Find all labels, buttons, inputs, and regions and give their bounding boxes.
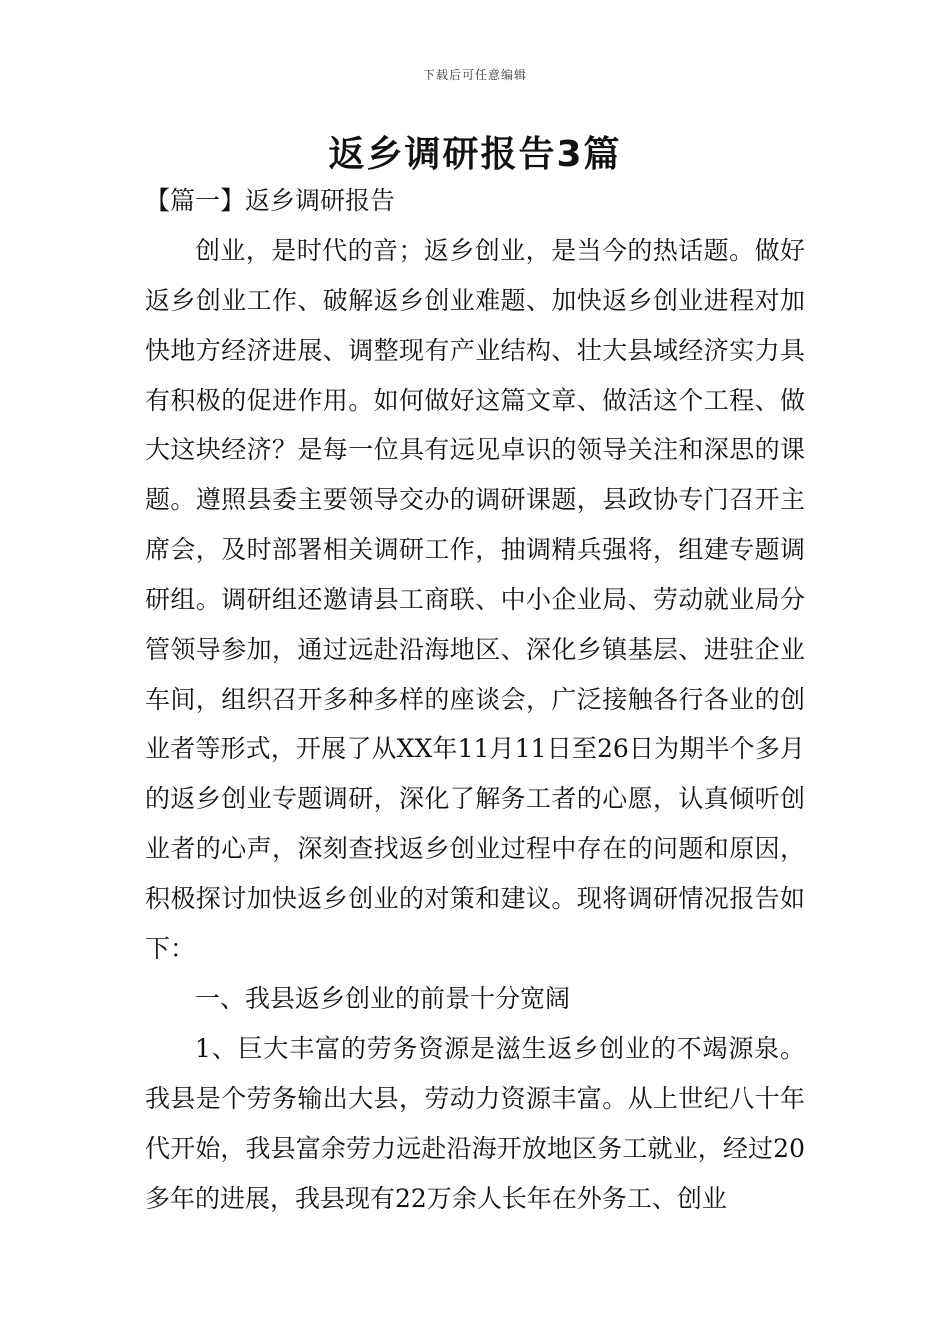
paragraph-intro: 创业，是时代的音；返乡创业，是当今的热话题。做好返乡创业工作、破解返乡创业难题、加快返乡创业进程对加快地方经济进展、调整现有产业结构、壮大县域经济实力具有积极的促进作用。如何做好这篇文章、做活这个工程、做大这块经济？是每一位具有远见卓识的领导关注和深思的课题。遵照县委主要领导交办的调研课题，县政协专门召开主席会，及时部署相关调研工作，抽调精兵强将，组建专题调研组。调研组还邀请县工商联、中小企业局、劳动就业局分管领导参加，通过远赴沿海地区、深化乡镇基层、进驻企业车间，组织召开多种多样的座谈会，广泛接触各行各业的创业者等形式，开展了从XX年11月11日至26日为期半个多月的返乡创业专题调研，深化了解务工者的心愿，认真倾听创业者的心声，深刻查找返乡创业过程中存在的问题和原因，积极探讨加快返乡创业的对策和建议。现将调研情况报告如下： [145, 236, 805, 963]
section-heading: 【篇一】返乡调研报告 [145, 186, 396, 215]
document-title: 返乡调研报告3篇 [328, 134, 622, 175]
page-header-note: 下载后可任意编辑 [422, 68, 527, 82]
paragraph-item-1: 1、巨大丰富的劳务资源是滋生返乡创业的不竭源泉。我县是个劳务输出大县，劳动力资源丰富。从上世纪八十年代开始，我县富余劳力远赴沿海开放地区务工就业，经过20多年的进展，我县现有22万余人长年在外务工、创业 [145, 1034, 805, 1213]
subheading-1: 一、我县返乡创业的前景十分宽阔 [195, 984, 571, 1013]
